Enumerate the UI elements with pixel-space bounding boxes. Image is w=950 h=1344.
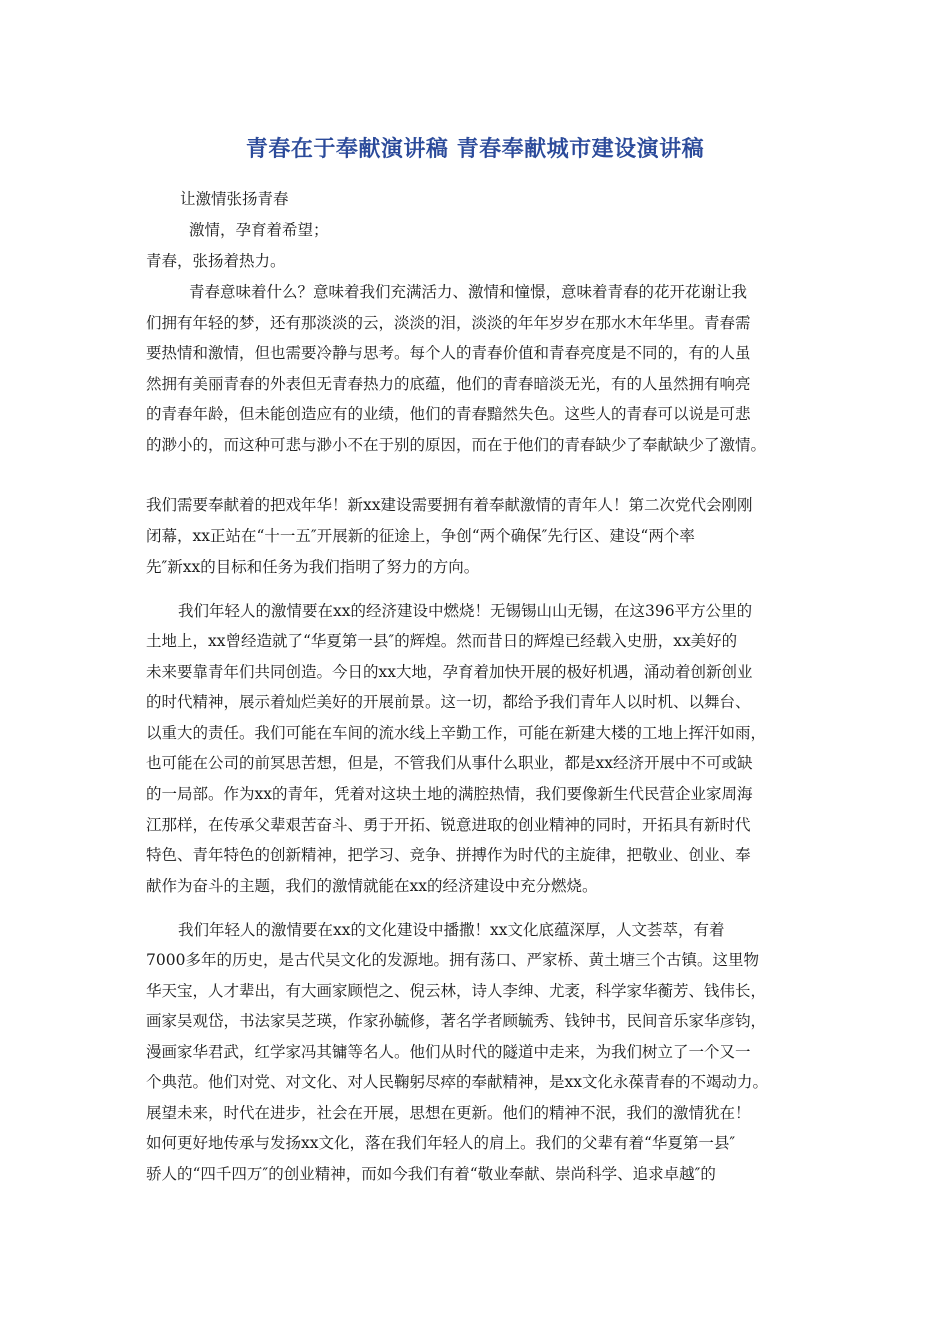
text-line: 们拥有年轻的梦，还有那淡淡的云，淡淡的泪，淡淡的年年岁岁在那水木年华里。青春需 [146, 314, 751, 332]
text-line: 的时代精神，展示着灿烂美好的开展前景。这一切，都给予我们青年人以时机、以舞台、 [146, 693, 751, 711]
text-line: 江那样，在传承父辈艰苦奋斗、勇于开拓、锐意进取的创业精神的同时，开拓具有新时代 [146, 816, 751, 834]
text-line: 闭幕，xx正站在“十一五″开展新的征途上，争创“两个确保″先行区、建设“两个率 [146, 527, 695, 545]
text-line: 特色、青年特色的创新精神，把学习、竞争、拼搏作为时代的主旋律，把敬业、创业、奉 [146, 846, 751, 864]
text-line: 骄人的“四千四万″的创业精神，而如今我们有着“敬业奉献、崇尚科学、追求卓越″的 [146, 1165, 716, 1183]
text-line: 的渺小的，而这种可悲与渺小不在于别的原因，而在于他们的青春缺少了奉献缺少了激情。 [146, 436, 767, 454]
text-line: 画家吴观岱，书法家吴芝瑛，作家孙毓修，著名学者顾毓秀、钱钟书，民间音乐家华彦钧， [146, 1012, 767, 1030]
text-line: 青春，张扬着热力。 [146, 252, 286, 270]
text-line: 我们年轻人的激情要在xx的文化建设中播撒！xx文化底蕴深厚，人文荟萃，有着 [178, 921, 725, 939]
text-line: 的一局部。作为xx的青年，凭着对这块土地的满腔热情，我们要像新生代民营企业家周海 [146, 785, 753, 803]
text-line: 献作为奋斗的主题，我们的激情就能在xx的经济建设中充分燃烧。 [146, 877, 598, 895]
text-line: 我们年轻人的激情要在xx的经济建设中燃烧！无锡锡山山无锡，在这396平方公里的 [178, 602, 753, 620]
text-line: 漫画家华君武，红学家冯其镛等名人。他们从时代的隧道中走来，为我们树立了一个又一 [146, 1043, 751, 1061]
text-line: 如何更好地传承与发扬xx文化，落在我们年轻人的肩上。我们的父辈有着“华夏第一县″ [146, 1134, 736, 1152]
text-line: 让激情张扬青春 [180, 190, 289, 208]
text-line: 我们需要奉献着的把戏年华！新xx建设需要拥有着奉献激情的青年人！第二次党代会刚刚 [146, 496, 753, 514]
text-line: 土地上，xx曾经造就了“华夏第一县″的辉煌。然而昔日的辉煌已经载入史册，xx美好的 [146, 632, 738, 650]
text-line: 先″新xx的目标和任务为我们指明了努力的方向。 [146, 558, 480, 576]
text-line: 7000多年的历史，是古代吴文化的发源地。拥有荡口、严家桥、黄土塘三个古镇。这里物 [146, 951, 759, 969]
text-line: 个典范。他们对党、对文化、对人民鞠躬尽瘁的奉献精神，是xx文化永葆青春的不竭动力。 [146, 1073, 768, 1091]
text-line: 华天宝，人才辈出，有大画家顾恺之、倪云林，诗人李绅、尤袤，科学家华蘅芳、钱伟长， [146, 982, 767, 1000]
document-title: 青春在于奉献演讲稿 青春奉献城市建设演讲稿 [245, 137, 705, 162]
text-line: 激情，孕育着希望； [189, 221, 329, 239]
text-line: 的青春年龄，但未能创造应有的业绩，他们的青春黯然失色。这些人的青春可以说是可悲 [146, 405, 751, 423]
text-line: 也可能在公司的前冥思苦想，但是，不管我们从事什么职业，都是xx经济开展中不可或缺 [146, 754, 753, 772]
text-line: 未来要靠青年们共同创造。今日的xx大地，孕育着加快开展的极好机遇，涌动着创新创业 [146, 663, 753, 681]
text-line: 然拥有美丽青春的外表但无青春热力的底蕴，他们的青春暗淡无光，有的人虽然拥有响亮 [146, 375, 751, 393]
text-line: 展望未来，时代在进步，社会在开展，思想在更新。他们的精神不泯，我们的激情犹在！ [146, 1104, 751, 1122]
text-line: 青春意味着什么？意味着我们充满活力、激情和憧憬，意味着青春的花开花谢让我 [189, 283, 748, 301]
text-line: 以重大的责任。我们可能在车间的流水线上辛勤工作，可能在新建大楼的工地上挥汗如雨， [146, 724, 767, 742]
text-line: 要热情和激情，但也需要冷静与思考。每个人的青春价值和青春亮度是不同的，有的人虽 [146, 344, 751, 362]
